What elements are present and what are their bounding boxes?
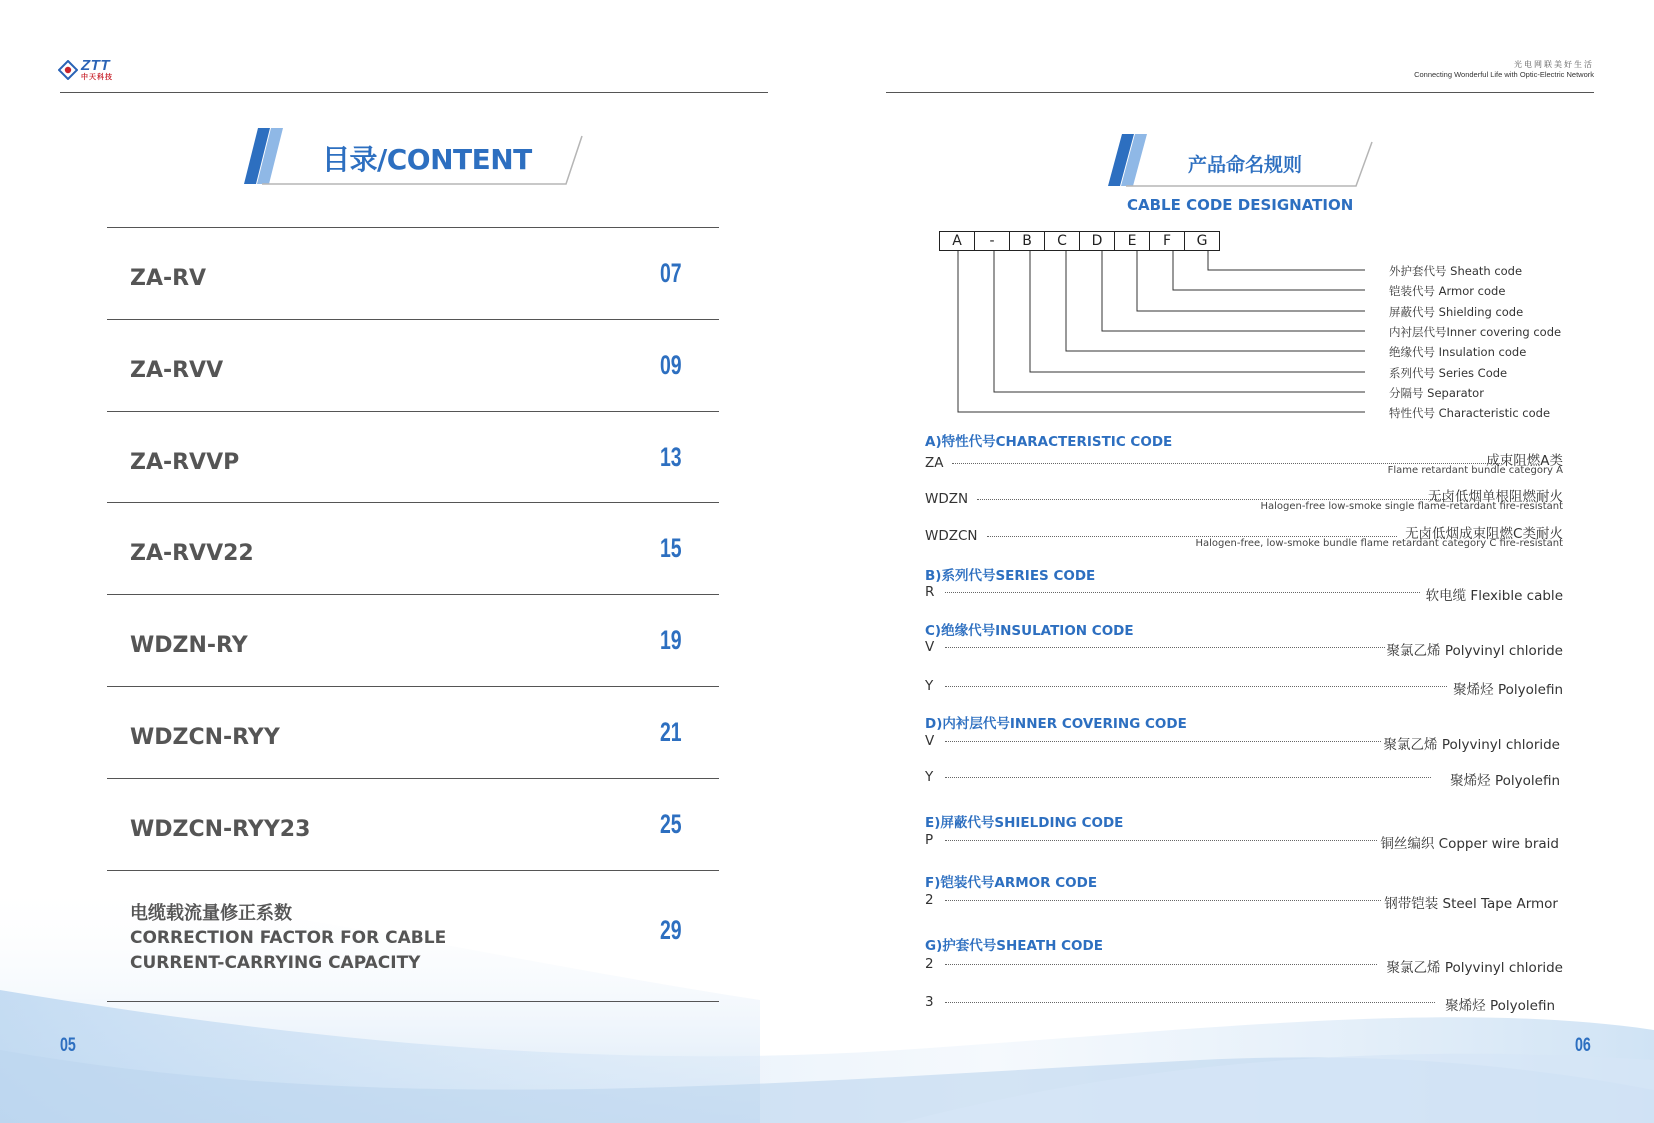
entry-code: ZA	[925, 455, 944, 471]
logo-en-text: ZTT	[81, 57, 110, 74]
code-entry	[925, 639, 1563, 657]
toc-item-name: ZA-RVVP	[130, 449, 240, 475]
designation-title-en: CABLE CODE DESIGNATION	[1127, 196, 1354, 214]
entry-desc-en: Halogen-free low-smoke single flame-retardant fire-resistant	[1260, 501, 1563, 512]
page-number-left: 05	[60, 1035, 76, 1056]
code-entry	[925, 892, 1558, 910]
legend-inner-covering-code: 内衬层代号Inner covering code	[1389, 325, 1562, 339]
designation-title-cn: 产品命名规则	[1188, 154, 1303, 176]
entry-code: Y	[925, 769, 934, 785]
leader-dots	[945, 685, 1447, 687]
code-entry	[925, 994, 1555, 1012]
entry-desc: 聚氯乙烯 Polyvinyl chloride	[1386, 960, 1563, 976]
entry-desc: 软电缆 Flexible cable	[1425, 588, 1563, 604]
code-box: A	[939, 231, 975, 251]
logo-cn-text: 中天科技	[81, 73, 113, 81]
toc-title: 目录/CONTENT	[322, 143, 532, 176]
entry-code: 3	[925, 994, 934, 1010]
toc-item-page: 15	[660, 533, 682, 564]
entry-code: Y	[925, 678, 934, 694]
leader-dots	[945, 899, 1381, 901]
toc-item-name: ZA-RVV22	[130, 541, 254, 567]
leader-dots	[945, 1001, 1435, 1003]
toc-item-name: WDZCN-RYY23	[130, 816, 311, 842]
section-head-insulation: C)绝缘代号INSULATION CODE	[925, 623, 1134, 639]
slogan-en: Connecting Wonderful Life with Optic-Electric Network	[1414, 70, 1594, 79]
leader-dots	[945, 839, 1377, 841]
toc-item-name: WDZCN-RYY	[130, 724, 280, 750]
toc-item-page: 25	[660, 808, 682, 839]
code-entry	[925, 678, 1563, 696]
entry-code: R	[925, 584, 935, 600]
section-head-series: B)系列代号SERIES CODE	[925, 568, 1096, 584]
page-number-right: 06	[1575, 1035, 1591, 1056]
entry-code: 2	[925, 956, 934, 972]
entry-desc: 聚氯乙烯 Polyvinyl chloride	[1383, 737, 1560, 753]
section-head-shielding: E)屏蔽代号SHIELDING CODE	[925, 815, 1124, 831]
leader-dots	[977, 498, 1445, 500]
legend-separator: 分隔号 Separator	[1389, 386, 1484, 400]
toc-item-name: ZA-RVV	[130, 357, 224, 383]
toc-item-name: WDZN-RY	[130, 633, 248, 659]
entry-desc: 铜丝编织 Copper wire braid	[1380, 836, 1559, 852]
code-entry	[925, 769, 1560, 787]
toc-item-name: ZA-RV	[130, 266, 207, 291]
toc-item-page: 19	[660, 625, 682, 656]
code-entry	[925, 526, 1563, 549]
section-head-inner-covering: D)内衬层代号INNER COVERING CODE	[925, 716, 1187, 732]
entry-code: WDZN	[925, 491, 969, 507]
legend-insulation-code: 绝缘代号 Insulation code	[1389, 345, 1527, 359]
entry-code: P	[925, 832, 934, 848]
entry-desc: 聚氯乙烯 Polyvinyl chloride	[1386, 643, 1563, 659]
toc-item-page: 09	[660, 349, 682, 380]
entry-desc: 聚烯烃 Polyolefin	[1450, 773, 1560, 789]
section-head-armor: F)铠装代号ARMOR CODE	[925, 875, 1098, 891]
legend-characteristic-code: 特性代号 Characteristic code	[1389, 406, 1551, 420]
code-box: C	[1044, 231, 1080, 251]
toc-item-page: 07	[660, 258, 682, 288]
legend-shielding-code: 屏蔽代号 Shielding code	[1389, 305, 1524, 319]
code-box: -	[974, 231, 1010, 251]
section-head-sheath: G)护套代号SHEATH CODE	[925, 938, 1103, 954]
code-entry	[925, 733, 1560, 751]
entry-desc: 钢带铠装 Steel Tape Armor	[1384, 896, 1558, 912]
slogan-cn: 光电网联美好生活	[1514, 60, 1594, 69]
code-entry	[925, 584, 1563, 602]
toc-item-page: 13	[660, 441, 682, 472]
toc-item-page: 21	[660, 716, 682, 747]
entry-desc: 聚烯烃 Polyolefin	[1445, 998, 1555, 1014]
entry-code: WDZCN	[925, 528, 978, 544]
entry-code: V	[925, 733, 935, 749]
leader-dots	[945, 963, 1377, 965]
toc-item-name-cn: 电缆载流量修正系数	[130, 902, 292, 924]
toc-item-name-en-2: CURRENT-CARRYING CAPACITY	[130, 952, 421, 973]
code-box: D	[1079, 231, 1115, 251]
entry-desc-en: Halogen-free, low-smoke bundle flame retardant category C fire-resistant	[1195, 538, 1563, 549]
code-box: B	[1009, 231, 1045, 251]
legend-sheath-code: 外护套代号 Sheath code	[1389, 264, 1523, 278]
leader-dots	[987, 535, 1397, 537]
toc-item-page: 29	[660, 914, 682, 945]
leader-dots	[945, 646, 1385, 648]
code-box: G	[1184, 231, 1220, 251]
entry-code: 2	[925, 892, 934, 908]
entry-desc: 无卤低烟成束阻燃C类耐火	[1405, 526, 1563, 542]
toc-item-name-en-1: CORRECTION FACTOR FOR CABLE	[130, 927, 447, 948]
leader-dots	[945, 776, 1431, 778]
code-box: F	[1149, 231, 1185, 251]
code-entry	[925, 453, 1563, 476]
code-entry	[925, 956, 1563, 974]
section-head-characteristic: A)特性代号CHARACTERISTIC CODE	[925, 434, 1173, 450]
code-box: E	[1114, 231, 1150, 251]
leader-dots	[952, 462, 1502, 464]
entry-desc: 聚烯烃 Polyolefin	[1453, 682, 1563, 698]
leader-dots	[945, 740, 1381, 742]
legend-armor-code: 铠装代号 Armor code	[1389, 284, 1506, 298]
entry-desc: 成束阻燃A类	[1486, 453, 1563, 469]
entry-code: V	[925, 639, 935, 655]
leader-dots	[945, 591, 1420, 593]
code-entry	[925, 832, 1559, 850]
entry-desc-en: Flame retardant bundle category A	[1387, 465, 1563, 476]
entry-desc: 无卤低烟单根阻燃耐火	[1428, 489, 1563, 505]
legend-series-code: 系列代号 Series Code	[1389, 366, 1508, 380]
code-entry	[925, 489, 1563, 512]
